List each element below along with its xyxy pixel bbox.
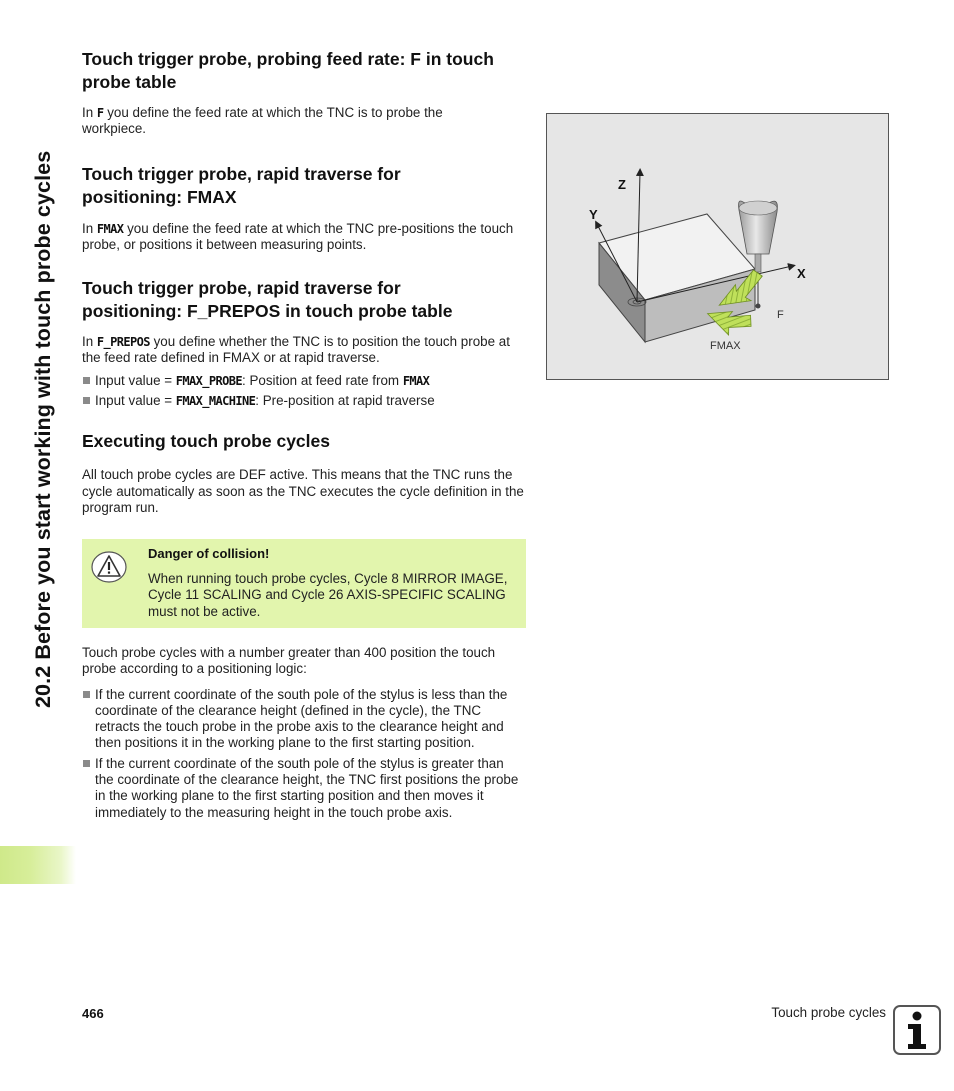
positioning-logic-paragraph: Touch probe cycles with a number greater than 400 position the touch probe according to a positioning logic: [82, 645, 496, 677]
warning-text: When running touch probe cycles, Cycle 8 MIRROR IMAGE, Cycle 11 SCALING and Cycle 26 AXIS-SPECIFIC SCALING must not be active. [148, 571, 508, 619]
section-heading-f-prepos: Touch trigger probe, rapid traverse for positioning: F_PREPOS in touch probe table [82, 278, 453, 322]
list-item: If the current coordinate of the south pole of the stylus is greater than the coordinate of the clearance height, the TNC first positions the probe in the working plane to the first starting position and then moves it immediately to the measuring height in the touch probe axis. [82, 756, 525, 821]
warning-title: Danger of collision! [148, 546, 270, 561]
section-paragraph-feed-rate: In F you define the feed rate at which the TNC is to probe the workpiece. [82, 105, 443, 137]
warning-triangle-icon [91, 551, 127, 583]
section-paragraph-f-prepos: In F_PREPOS you define whether the TNC is to position the touch probe at the feed rate defined in FMAX or at rapid traverse. [82, 334, 510, 366]
label-fmax: FMAX [710, 340, 741, 352]
touch-probe-figure [546, 113, 889, 380]
section-heading-executing: Executing touch probe cycles [82, 431, 330, 452]
section-paragraph-fmax: In FMAX you define the feed rate at which the TNC pre-positions the touch probe, or positions it between measuring points. [82, 220, 514, 252]
footer-chapter-name: Touch probe cycles [771, 1005, 886, 1020]
axis-label-y: Y [589, 207, 598, 222]
code-fmax: FMAX [96, 221, 124, 236]
axis-label-x: X [797, 266, 806, 281]
info-glyph-icon [895, 1007, 939, 1053]
bullet-square-icon [83, 397, 90, 404]
warning-box [82, 539, 526, 628]
code-f-prepos: F_PREPOS [96, 335, 150, 350]
section-paragraph-executing: All touch probe cycles are DEF active. This means that the TNC runs the cycle automatically as soon as the TNC executes the cycle definition in the program run. [82, 467, 524, 515]
axis-label-z: Z [618, 177, 626, 192]
page-number: 466 [82, 1006, 104, 1021]
chapter-side-title: 20.2 Before you start working with touch probe cycles [31, 150, 55, 708]
section-heading-fmax: Touch trigger probe, rapid traverse for positioning: FMAX [82, 163, 401, 207]
info-icon[interactable] [893, 1005, 941, 1055]
list-item: If the current coordinate of the south pole of the stylus is less than the coordinate of the clearance height (defined in the cycle), the TNC retracts the touch probe in the probe axis to the clearance height and then positions it in the working plane to the first starting position. [82, 687, 525, 752]
lower-content [82, 645, 528, 821]
code-f: F [96, 106, 104, 120]
bullet-square-icon [83, 691, 90, 698]
probe-illustration [547, 114, 888, 379]
label-f: F [777, 309, 784, 321]
bullet-square-icon [83, 760, 90, 767]
list-item: Input value = FMAX_MACHINE: Pre-position at rapid traverse [82, 393, 528, 409]
section-heading-feed-rate: Touch trigger probe, probing feed rate: F in touch probe table [82, 49, 494, 92]
list-item: Input value = FMAX_PROBE: Position at feed rate from FMAX [82, 373, 528, 389]
bullet-square-icon [83, 377, 90, 384]
chapter-tab-marker [0, 846, 76, 884]
main-content [82, 48, 528, 516]
